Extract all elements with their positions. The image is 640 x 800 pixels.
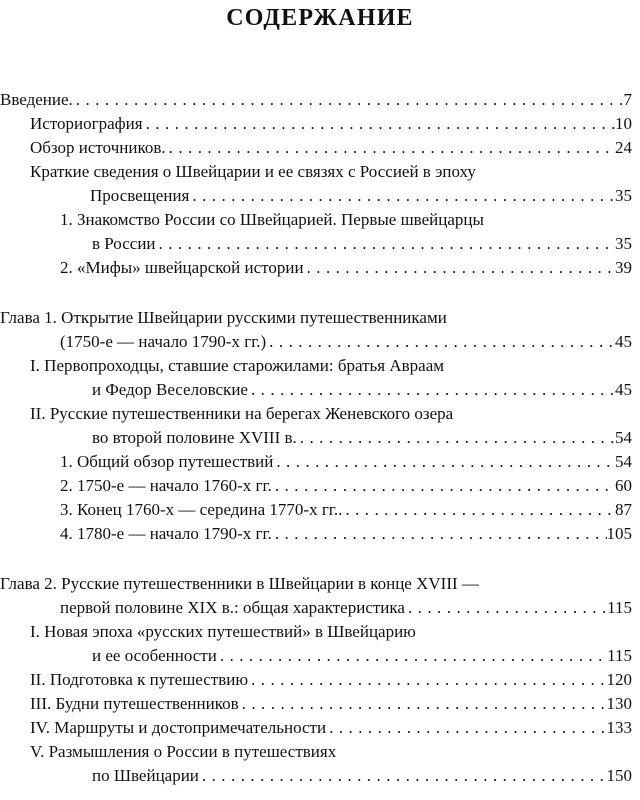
toc-entry-title: 2. 1750-е — начало 1760-х гг. (60, 476, 272, 495)
dot-leader (156, 232, 615, 256)
table-of-contents (0, 88, 632, 788)
toc-page-number: 54 (615, 452, 632, 471)
dot-leader (248, 668, 606, 692)
toc-entry (0, 498, 632, 522)
toc-page-number: 87 (615, 500, 632, 519)
toc-page-number: 150 (606, 766, 632, 785)
toc-entry-title: 4. 1780-е — начало 1790-х гг. (60, 524, 272, 543)
dot-leader (239, 692, 607, 716)
dot-leader (297, 426, 615, 450)
dot-leader (326, 716, 606, 740)
toc-entry-title: и ее особенности (92, 646, 217, 665)
toc-entry-title-line: I. Новая эпоха «русских путешествий» в Швейцарию (30, 622, 416, 641)
page-title: СОДЕРЖАНИЕ (226, 5, 414, 31)
toc-entry-title: 2. «Мифы» швейцарской истории (60, 258, 304, 277)
toc-entry-title: первой половине XIX в.: общая характеристика (60, 598, 405, 617)
toc-page-number: 115 (607, 598, 632, 617)
toc-entry-title-line: I. Первопроходцы, ставшие старожилами: братья Авраам (30, 356, 445, 375)
toc-page-number: 54 (615, 428, 632, 447)
toc-entry (0, 668, 632, 692)
toc-page-number: 10 (615, 114, 632, 133)
dot-leader (405, 596, 607, 620)
toc-entry-title: Просвещения (90, 186, 190, 205)
toc-entry-title: в России (92, 234, 156, 253)
dot-leader (304, 256, 615, 280)
dot-leader (189, 184, 615, 208)
toc-entry-title-line: 1. Знакомство России со Швейцарией. Первые швейцарцы (60, 210, 484, 229)
toc-entry-title: Введение. (0, 90, 73, 109)
toc-page-number: 45 (615, 380, 632, 399)
toc-page-number: 115 (607, 646, 632, 665)
toc-page-number: 120 (606, 670, 632, 689)
toc-entry (0, 256, 632, 280)
toc-entry-title: Историография (30, 114, 143, 133)
toc-page-number: 45 (615, 332, 632, 351)
toc-entry (0, 740, 632, 788)
toc-page-number: 105 (606, 524, 632, 543)
toc-entry (0, 354, 632, 402)
toc-entry (0, 112, 632, 136)
dot-leader (266, 330, 615, 354)
toc-entry-title-line: Глава 2. Русские путешественники в Швейцарии в конце XVIII — (0, 574, 479, 593)
toc-entry (0, 306, 632, 354)
toc-page-number: 7 (623, 90, 632, 109)
toc-entry (0, 716, 632, 740)
toc-entry-title: и Федор Веселовские (92, 380, 248, 399)
dot-leader (73, 88, 624, 112)
dot-leader (272, 522, 607, 546)
toc-entry (0, 160, 632, 208)
toc-page-number: 35 (615, 186, 632, 205)
toc-entry (0, 208, 632, 256)
toc-entry-title-line: II. Русские путешественники на берегах Женевского озера (30, 404, 454, 423)
toc-entry (0, 620, 632, 668)
toc-entry (0, 402, 632, 450)
toc-entry-title: (1750-е — начало 1790-х гг.) (60, 332, 267, 351)
toc-entry-title: IV. Маршруты и достопримечательности (30, 718, 327, 737)
toc-entry-title: во второй половине XVIII в. (92, 428, 297, 447)
toc-entry-title: по Швейцарии (92, 766, 199, 785)
dot-leader (143, 112, 615, 136)
toc-entry-title: Обзор источников. (30, 138, 166, 157)
toc-entry (0, 572, 632, 620)
toc-page-number: 39 (615, 258, 632, 277)
toc-entry (0, 474, 632, 498)
toc-page-number: 130 (606, 694, 632, 713)
toc-page-number: 60 (615, 476, 632, 495)
dot-leader (199, 764, 607, 788)
dot-leader (342, 498, 615, 522)
dot-leader (273, 450, 615, 474)
toc-page-number: 35 (615, 234, 632, 253)
toc-entry (0, 692, 632, 716)
toc-entry (0, 88, 632, 112)
toc-entry-title: 1. Общий обзор путешествий (60, 452, 274, 471)
toc-page-number: 24 (615, 138, 632, 157)
dot-leader (272, 474, 615, 498)
toc-entry-title: II. Подготовка к путешествию (30, 670, 249, 689)
toc-entry-title-line: V. Размышления о России в путешествиях (30, 742, 337, 761)
toc-entry (0, 522, 632, 546)
dot-leader (166, 136, 615, 160)
toc-entry-title-line: Глава 1. Открытие Швейцарии русскими путешественниками (0, 308, 447, 327)
toc-page-number: 133 (606, 718, 632, 737)
toc-entry-title: 3. Конец 1760-х — середина 1770-х гг.. (60, 500, 343, 519)
toc-entry-title: III. Будни путешественников (30, 694, 239, 713)
toc-entry-title-line: Краткие сведения о Швейцарии и ее связях с Россией в эпоху (30, 162, 476, 181)
toc-entry (0, 450, 632, 474)
dot-leader (248, 378, 615, 402)
dot-leader (217, 644, 607, 668)
toc-entry (0, 136, 632, 160)
